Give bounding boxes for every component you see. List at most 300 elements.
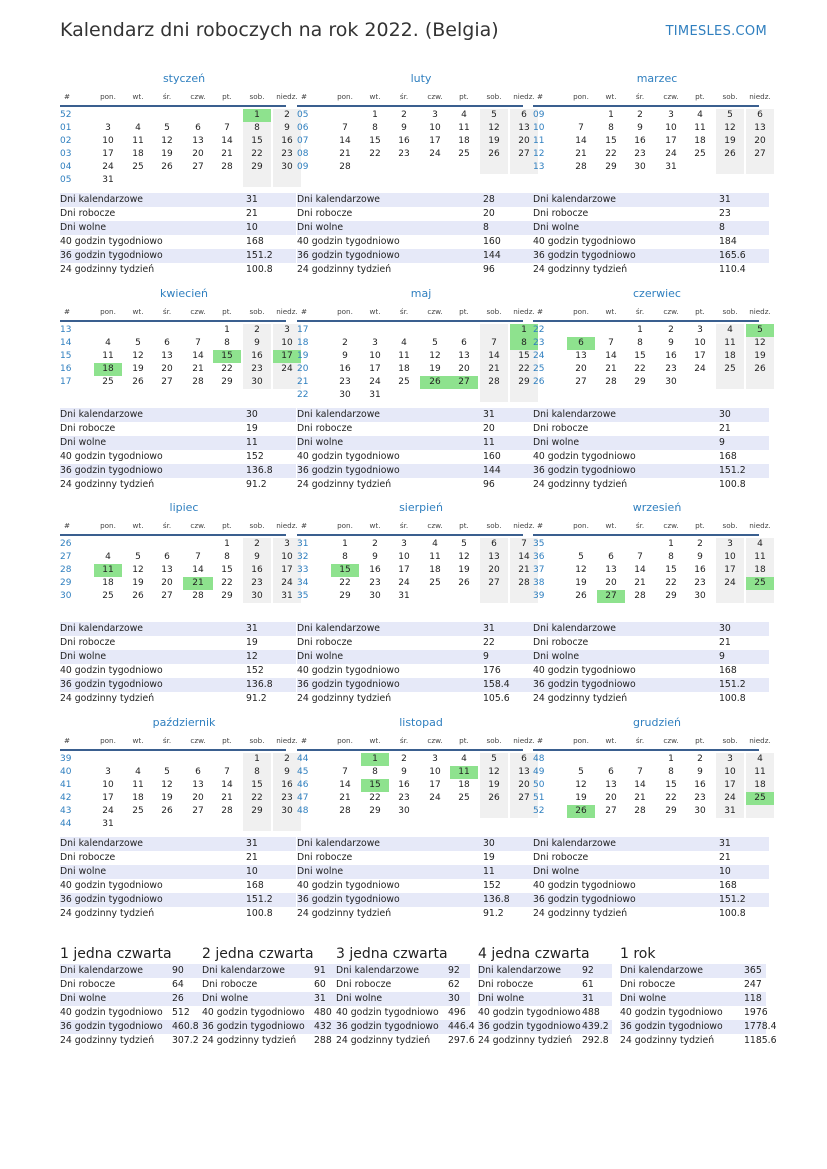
day-cell[interactable]: 30 [694, 591, 706, 601]
day-cell[interactable]: 19 [746, 350, 774, 363]
day-cell[interactable]: 14 [192, 565, 204, 575]
day-cell[interactable]: 5 [135, 338, 141, 348]
day-cell[interactable]: 23 [369, 578, 381, 588]
day-cell[interactable]: 16 [665, 351, 677, 361]
day-cell[interactable]: 22 [665, 578, 677, 588]
day-cell[interactable]: 17 [398, 565, 410, 575]
day-cell[interactable]: 2 [273, 753, 301, 766]
day-cell[interactable]: 6 [164, 552, 170, 562]
day-cell[interactable]: 7 [342, 767, 348, 777]
day-cell[interactable]: 26 [132, 591, 144, 601]
day-cell[interactable]: 16 [243, 350, 271, 363]
day-cell[interactable]: 22 [369, 149, 381, 159]
day-cell[interactable]: 18 [94, 363, 122, 376]
day-cell[interactable]: 23 [398, 149, 410, 159]
day-cell[interactable]: 27 [597, 590, 625, 603]
day-cell[interactable]: 28 [339, 806, 351, 816]
day-cell[interactable]: 3 [105, 767, 111, 777]
day-cell[interactable]: 19 [480, 779, 508, 792]
day-cell[interactable]: 29 [221, 377, 233, 387]
day-cell[interactable]: 4 [105, 338, 111, 348]
day-cell[interactable]: 25 [132, 806, 144, 816]
day-cell[interactable]: 12 [746, 337, 774, 350]
day-cell[interactable]: 19 [458, 565, 470, 575]
day-cell[interactable]: 9 [273, 122, 301, 135]
day-cell[interactable]: 18 [694, 136, 706, 146]
day-cell[interactable]: 7 [342, 123, 348, 133]
day-cell[interactable]: 26 [716, 148, 744, 161]
day-cell[interactable]: 27 [161, 377, 173, 387]
day-cell[interactable]: 18 [716, 350, 744, 363]
day-cell[interactable]: 20 [192, 149, 204, 159]
day-cell[interactable]: 14 [605, 351, 617, 361]
day-cell[interactable]: 26 [132, 377, 144, 387]
day-cell[interactable]: 23 [694, 793, 706, 803]
day-cell[interactable]: 27 [450, 376, 478, 389]
day-cell[interactable]: 24 [369, 377, 381, 387]
day-cell[interactable]: 30 [369, 591, 381, 601]
day-cell[interactable]: 9 [243, 337, 271, 350]
day-cell[interactable]: 28 [480, 376, 508, 389]
day-cell[interactable]: 30 [694, 806, 706, 816]
day-cell[interactable]: 1 [637, 325, 643, 335]
day-cell[interactable]: 28 [605, 377, 617, 387]
day-cell[interactable]: 14 [339, 136, 351, 146]
day-cell[interactable]: 11 [694, 123, 706, 133]
day-cell[interactable]: 18 [132, 149, 144, 159]
day-cell[interactable]: 8 [637, 338, 643, 348]
day-cell[interactable]: 11 [94, 564, 122, 577]
day-cell[interactable]: 7 [224, 123, 230, 133]
day-cell[interactable]: 25 [458, 149, 470, 159]
day-cell[interactable]: 17 [369, 364, 381, 374]
day-cell[interactable]: 21 [634, 578, 646, 588]
day-cell[interactable]: 11 [746, 551, 774, 564]
day-cell[interactable]: 18 [429, 565, 441, 575]
day-cell[interactable]: 6 [510, 109, 538, 122]
day-cell[interactable]: 29 [605, 162, 617, 172]
day-cell[interactable]: 28 [221, 806, 233, 816]
day-cell[interactable]: 3 [401, 539, 407, 549]
day-cell[interactable]: 11 [450, 766, 478, 779]
day-cell[interactable]: 12 [161, 136, 173, 146]
day-cell[interactable]: 19 [575, 578, 587, 588]
day-cell[interactable]: 2 [243, 324, 271, 337]
day-cell[interactable]: 14 [192, 351, 204, 361]
day-cell[interactable]: 19 [429, 364, 441, 374]
day-cell[interactable]: 17 [429, 780, 441, 790]
day-cell[interactable]: 18 [132, 793, 144, 803]
day-cell[interactable]: 19 [161, 793, 173, 803]
day-cell[interactable]: 7 [510, 538, 538, 551]
day-cell[interactable]: 22 [243, 148, 271, 161]
day-cell[interactable]: 9 [342, 351, 348, 361]
day-cell[interactable]: 16 [369, 565, 381, 575]
day-cell[interactable]: 28 [510, 577, 538, 590]
day-cell[interactable]: 3 [273, 538, 301, 551]
day-cell[interactable]: 2 [668, 325, 674, 335]
day-cell[interactable]: 12 [575, 780, 587, 790]
day-cell[interactable]: 3 [668, 110, 674, 120]
day-cell[interactable]: 20 [480, 564, 508, 577]
day-cell[interactable]: 6 [510, 753, 538, 766]
day-cell[interactable]: 28 [634, 806, 646, 816]
day-cell[interactable]: 5 [432, 338, 438, 348]
day-cell[interactable]: 2 [342, 338, 348, 348]
day-cell[interactable]: 30 [273, 805, 301, 818]
day-cell[interactable]: 16 [339, 364, 351, 374]
day-cell[interactable]: 15 [213, 350, 241, 363]
day-cell[interactable]: 6 [480, 538, 508, 551]
day-cell[interactable]: 6 [195, 123, 201, 133]
day-cell[interactable]: 26 [746, 363, 774, 376]
day-cell[interactable]: 4 [697, 110, 703, 120]
day-cell[interactable]: 18 [746, 779, 774, 792]
day-cell[interactable]: 22 [369, 793, 381, 803]
day-cell[interactable]: 25 [102, 377, 114, 387]
day-cell[interactable]: 29 [634, 377, 646, 387]
day-cell[interactable]: 10 [369, 351, 381, 361]
day-cell[interactable]: 3 [105, 123, 111, 133]
day-cell[interactable]: 4 [716, 324, 744, 337]
day-cell[interactable]: 10 [398, 552, 410, 562]
day-cell[interactable]: 1 [342, 539, 348, 549]
day-cell[interactable]: 1 [510, 324, 538, 337]
day-cell[interactable]: 8 [224, 338, 230, 348]
day-cell[interactable]: 2 [372, 539, 378, 549]
day-cell[interactable]: 10 [429, 123, 441, 133]
day-cell[interactable]: 15 [331, 564, 359, 577]
day-cell[interactable]: 20 [458, 364, 470, 374]
day-cell[interactable]: 23 [398, 793, 410, 803]
day-cell[interactable]: 9 [273, 766, 301, 779]
day-cell[interactable]: 24 [398, 578, 410, 588]
day-cell[interactable]: 4 [432, 539, 438, 549]
day-cell[interactable]: 9 [401, 767, 407, 777]
day-cell[interactable]: 7 [608, 338, 614, 348]
day-cell[interactable]: 12 [132, 565, 144, 575]
day-cell[interactable]: 6 [608, 767, 614, 777]
day-cell[interactable]: 7 [224, 767, 230, 777]
day-cell[interactable]: 4 [105, 552, 111, 562]
day-cell[interactable]: 5 [135, 552, 141, 562]
day-cell[interactable]: 25 [132, 162, 144, 172]
day-cell[interactable]: 17 [102, 149, 114, 159]
day-cell[interactable]: 1 [668, 754, 674, 764]
day-cell[interactable]: 20 [746, 135, 774, 148]
day-cell[interactable]: 31 [398, 591, 410, 601]
day-cell[interactable]: 2 [697, 539, 703, 549]
day-cell[interactable]: 13 [746, 122, 774, 135]
day-cell[interactable]: 17 [102, 793, 114, 803]
day-cell[interactable]: 2 [697, 754, 703, 764]
day-cell[interactable]: 12 [458, 552, 470, 562]
day-cell[interactable]: 14 [510, 551, 538, 564]
day-cell[interactable]: 31 [369, 390, 381, 400]
day-cell[interactable]: 14 [480, 350, 508, 363]
day-cell[interactable]: 8 [243, 766, 271, 779]
day-cell[interactable]: 29 [243, 805, 271, 818]
day-cell[interactable]: 21 [183, 577, 213, 590]
day-cell[interactable]: 13 [161, 565, 173, 575]
day-cell[interactable]: 24 [273, 363, 301, 376]
day-cell[interactable]: 18 [102, 578, 114, 588]
day-cell[interactable]: 18 [746, 564, 774, 577]
day-cell[interactable]: 12 [480, 122, 508, 135]
day-cell[interactable]: 11 [398, 351, 410, 361]
day-cell[interactable]: 30 [339, 390, 351, 400]
day-cell[interactable]: 14 [221, 136, 233, 146]
day-cell[interactable]: 9 [637, 123, 643, 133]
day-cell[interactable]: 24 [694, 364, 706, 374]
day-cell[interactable]: 25 [429, 578, 441, 588]
day-cell[interactable]: 20 [605, 793, 617, 803]
day-cell[interactable]: 5 [461, 539, 467, 549]
day-cell[interactable]: 6 [195, 767, 201, 777]
day-cell[interactable]: 14 [634, 780, 646, 790]
day-cell[interactable]: 20 [161, 364, 173, 374]
day-cell[interactable]: 26 [567, 805, 595, 818]
day-cell[interactable]: 9 [668, 338, 674, 348]
day-cell[interactable]: 4 [461, 754, 467, 764]
day-cell[interactable]: 1 [224, 539, 230, 549]
day-cell[interactable]: 10 [102, 136, 114, 146]
day-cell[interactable]: 30 [398, 806, 410, 816]
day-cell[interactable]: 17 [429, 136, 441, 146]
day-cell[interactable]: 23 [665, 364, 677, 374]
day-cell[interactable]: 5 [578, 767, 584, 777]
day-cell[interactable]: 27 [510, 792, 538, 805]
day-cell[interactable]: 8 [668, 767, 674, 777]
day-cell[interactable]: 15 [665, 565, 677, 575]
day-cell[interactable]: 16 [694, 565, 706, 575]
day-cell[interactable]: 3 [432, 110, 438, 120]
day-cell[interactable]: 8 [608, 123, 614, 133]
day-cell[interactable]: 8 [342, 552, 348, 562]
day-cell[interactable]: 29 [665, 806, 677, 816]
day-cell[interactable]: 19 [480, 135, 508, 148]
day-cell[interactable]: 6 [461, 338, 467, 348]
day-cell[interactable]: 6 [164, 338, 170, 348]
day-cell[interactable]: 22 [221, 364, 233, 374]
day-cell[interactable]: 26 [575, 591, 587, 601]
day-cell[interactable]: 8 [372, 123, 378, 133]
day-cell[interactable]: 9 [697, 767, 703, 777]
day-cell[interactable]: 29 [510, 376, 538, 389]
day-cell[interactable]: 20 [510, 135, 538, 148]
day-cell[interactable]: 22 [665, 793, 677, 803]
day-cell[interactable]: 7 [637, 552, 643, 562]
day-cell[interactable]: 25 [746, 792, 774, 805]
day-cell[interactable]: 12 [575, 565, 587, 575]
day-cell[interactable]: 11 [716, 337, 744, 350]
day-cell[interactable]: 27 [480, 577, 508, 590]
day-cell[interactable]: 15 [369, 136, 381, 146]
day-cell[interactable]: 22 [510, 363, 538, 376]
day-cell[interactable]: 14 [339, 780, 351, 790]
day-cell[interactable]: 17 [716, 564, 744, 577]
day-cell[interactable]: 17 [273, 350, 301, 363]
day-cell[interactable]: 20 [161, 578, 173, 588]
day-cell[interactable]: 22 [243, 792, 271, 805]
day-cell[interactable]: 16 [273, 779, 301, 792]
day-cell[interactable]: 5 [164, 123, 170, 133]
day-cell[interactable]: 13 [192, 780, 204, 790]
day-cell[interactable]: 17 [665, 136, 677, 146]
day-cell[interactable]: 8 [510, 337, 538, 350]
day-cell[interactable]: 21 [605, 364, 617, 374]
day-cell[interactable]: 22 [339, 578, 351, 588]
day-cell[interactable]: 29 [369, 806, 381, 816]
day-cell[interactable]: 3 [697, 325, 703, 335]
day-cell[interactable]: 27 [510, 148, 538, 161]
day-cell[interactable]: 3 [273, 324, 301, 337]
day-cell[interactable]: 23 [273, 148, 301, 161]
day-cell[interactable]: 21 [480, 363, 508, 376]
day-cell[interactable]: 30 [243, 590, 271, 603]
day-cell[interactable]: 14 [221, 780, 233, 790]
day-cell[interactable]: 28 [221, 162, 233, 172]
day-cell[interactable]: 4 [401, 338, 407, 348]
day-cell[interactable]: 1 [668, 539, 674, 549]
day-cell[interactable]: 26 [161, 806, 173, 816]
brand-link[interactable]: TIMESLES.COM [665, 24, 767, 39]
day-cell[interactable]: 1 [243, 109, 271, 122]
day-cell[interactable]: 14 [634, 565, 646, 575]
day-cell[interactable]: 22 [221, 578, 233, 588]
day-cell[interactable]: 17 [273, 564, 301, 577]
day-cell[interactable]: 13 [510, 122, 538, 135]
day-cell[interactable]: 12 [161, 780, 173, 790]
day-cell[interactable]: 27 [605, 806, 617, 816]
day-cell[interactable]: 1 [608, 110, 614, 120]
day-cell[interactable]: 28 [192, 591, 204, 601]
day-cell[interactable]: 11 [429, 552, 441, 562]
day-cell[interactable]: 26 [458, 578, 470, 588]
day-cell[interactable]: 17 [694, 351, 706, 361]
day-cell[interactable]: 25 [694, 149, 706, 159]
day-cell[interactable]: 7 [195, 338, 201, 348]
day-cell[interactable]: 25 [746, 577, 774, 590]
day-cell[interactable]: 12 [132, 351, 144, 361]
day-cell[interactable]: 10 [273, 551, 301, 564]
day-cell[interactable]: 28 [575, 162, 587, 172]
day-cell[interactable]: 29 [243, 161, 271, 174]
day-cell[interactable]: 21 [192, 364, 204, 374]
day-cell[interactable]: 23 [273, 792, 301, 805]
day-cell[interactable]: 10 [429, 767, 441, 777]
day-cell[interactable]: 13 [605, 565, 617, 575]
day-cell[interactable]: 25 [458, 793, 470, 803]
day-cell[interactable]: 19 [161, 149, 173, 159]
day-cell[interactable]: 8 [224, 552, 230, 562]
day-cell[interactable]: 2 [401, 110, 407, 120]
day-cell[interactable]: 11 [458, 123, 470, 133]
day-cell[interactable]: 10 [716, 551, 744, 564]
day-cell[interactable]: 13 [605, 780, 617, 790]
day-cell[interactable]: 20 [575, 364, 587, 374]
day-cell[interactable]: 16 [398, 780, 410, 790]
day-cell[interactable]: 22 [634, 364, 646, 374]
day-cell[interactable]: 10 [665, 123, 677, 133]
day-cell[interactable]: 26 [480, 148, 508, 161]
day-cell[interactable]: 24 [716, 577, 744, 590]
day-cell[interactable]: 9 [697, 552, 703, 562]
day-cell[interactable]: 19 [132, 364, 144, 374]
day-cell[interactable]: 9 [243, 551, 271, 564]
day-cell[interactable]: 12 [716, 122, 744, 135]
day-cell[interactable]: 24 [102, 806, 114, 816]
day-cell[interactable]: 23 [243, 577, 271, 590]
day-cell[interactable]: 10 [102, 780, 114, 790]
day-cell[interactable]: 7 [480, 337, 508, 350]
day-cell[interactable]: 18 [458, 780, 470, 790]
day-cell[interactable]: 16 [398, 136, 410, 146]
day-cell[interactable]: 6 [608, 552, 614, 562]
day-cell[interactable]: 29 [221, 591, 233, 601]
day-cell[interactable]: 9 [372, 552, 378, 562]
day-cell[interactable]: 2 [243, 538, 271, 551]
day-cell[interactable]: 6 [567, 337, 595, 350]
day-cell[interactable]: 10 [273, 337, 301, 350]
day-cell[interactable]: 12 [480, 766, 508, 779]
day-cell[interactable]: 15 [221, 565, 233, 575]
day-cell[interactable]: 21 [575, 149, 587, 159]
day-cell[interactable]: 6 [746, 109, 774, 122]
day-cell[interactable]: 26 [480, 792, 508, 805]
day-cell[interactable]: 28 [634, 591, 646, 601]
day-cell[interactable]: 15 [634, 351, 646, 361]
day-cell[interactable]: 13 [510, 766, 538, 779]
day-cell[interactable]: 16 [634, 136, 646, 146]
day-cell[interactable]: 21 [634, 793, 646, 803]
day-cell[interactable]: 21 [221, 793, 233, 803]
day-cell[interactable]: 7 [195, 552, 201, 562]
day-cell[interactable]: 24 [429, 149, 441, 159]
day-cell[interactable]: 30 [634, 162, 646, 172]
day-cell[interactable]: 25 [102, 591, 114, 601]
day-cell[interactable]: 15 [510, 350, 538, 363]
day-cell[interactable]: 20 [192, 793, 204, 803]
day-cell[interactable]: 1 [243, 753, 271, 766]
day-cell[interactable]: 13 [161, 351, 173, 361]
day-cell[interactable]: 28 [339, 162, 351, 172]
day-cell[interactable]: 4 [461, 110, 467, 120]
day-cell[interactable]: 30 [665, 377, 677, 387]
day-cell[interactable]: 23 [634, 149, 646, 159]
day-cell[interactable]: 11 [132, 136, 144, 146]
day-cell[interactable]: 7 [637, 767, 643, 777]
day-cell[interactable]: 5 [746, 324, 774, 337]
day-cell[interactable]: 31 [102, 819, 114, 829]
day-cell[interactable]: 24 [429, 793, 441, 803]
day-cell[interactable]: 11 [102, 351, 114, 361]
day-cell[interactable]: 25 [398, 377, 410, 387]
day-cell[interactable]: 29 [339, 591, 351, 601]
day-cell[interactable]: 11 [132, 780, 144, 790]
day-cell[interactable]: 26 [420, 376, 450, 389]
day-cell[interactable]: 10 [716, 766, 744, 779]
day-cell[interactable]: 3 [432, 754, 438, 764]
day-cell[interactable]: 28 [192, 377, 204, 387]
day-cell[interactable]: 4 [135, 767, 141, 777]
day-cell[interactable]: 3 [716, 538, 744, 551]
day-cell[interactable]: 15 [665, 780, 677, 790]
day-cell[interactable]: 27 [161, 591, 173, 601]
day-cell[interactable]: 19 [575, 793, 587, 803]
day-cell[interactable]: 30 [243, 376, 271, 389]
day-cell[interactable]: 8 [668, 552, 674, 562]
